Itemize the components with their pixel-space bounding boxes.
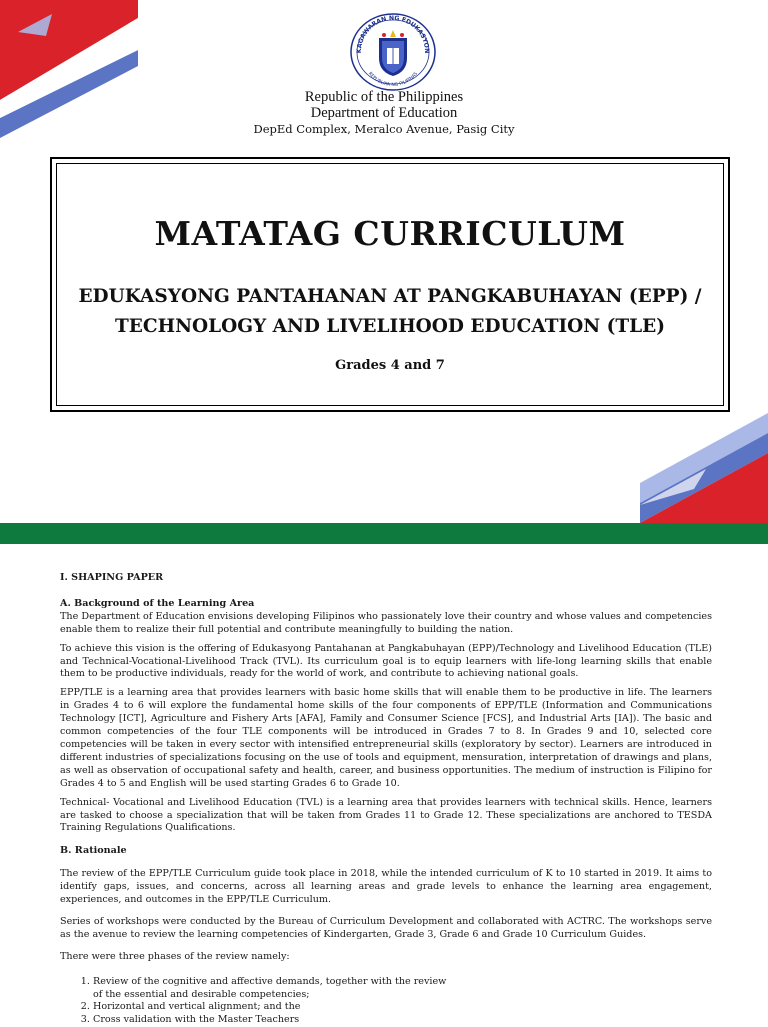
subsection-heading-a: A. Background of the Learning Area bbox=[60, 597, 255, 609]
header-republic: Republic of the Philippines bbox=[304, 89, 464, 105]
title-box-inner-border bbox=[56, 163, 724, 406]
subtitle-line-2: TECHNOLOGY AND LIVELIHOOD EDUCATION (TLE) bbox=[115, 316, 665, 337]
section-heading: I. SHAPING PAPER bbox=[60, 572, 164, 583]
grades-label: Grades 4 and 7 bbox=[335, 358, 445, 373]
paragraph: The review of the EPP/TLE Curriculum guide took place in 2018, while the intended curriculum of K to 10 started in 2019. It aims to identify gaps, issues, and concerns, across all learning areas and grade levels to enhance the learning area engagement, experiences, and outcomes in the EPP/TLE Curriculum. bbox=[60, 868, 712, 906]
list-item: 2. Horizontal and vertical alignment; and the bbox=[93, 1001, 712, 1014]
paragraph: EPP/TLE is a learning area that provides learners with basic home skills that will enable them to be productive in life. The learners in Grades 4 to 6 will explore the fundamental home skills of the four components of EPP/TLE (Information and Communications Technology [ICT], Agriculture and Fishery Arts [AFA], Family and Consumer Science [FCS], and Industrial Arts [IA]). The basic and common competencies of the four TLE components will be introduced in Grades 7 to 8. In Grades 9 and 10, selected core competencies will be taken in every sector with intensified entrepreneurial skills (exploratory by sector). Learners are introduced in different industries of specializations focusing on the use of tools and equipment, mensuration, interpretation of drawings and plans, as well as observation of occupational safety and health, career, and business opportunities. The medium of instruction is Filipino for Grades 4 to 5 and English will be used starting Grades 6 to Grade 10. bbox=[60, 687, 712, 789]
seal-bottom-text: REPUBLIKA NG PILIPINAS bbox=[366, 71, 420, 89]
paragraph: To achieve this vision is the offering of Edukasyong Pantahanan at Pangkabuhayan (EPP)/Technology and Livelihood Education (TLE) and Technical-Vocational-Livelihood Track (TVL). Its curriculum goal is to equip learners with life-long learning skills that enable them to be productive individuals, ready for the world of work, and contribute to achieving national goals. bbox=[60, 642, 712, 680]
green-band-divider bbox=[0, 523, 768, 544]
paragraph: The Department of Education envisions developing Filipinos who passionately love their country and whose values and competencies enable them to realize their full potential and contribute meaningfully to building the nation. bbox=[60, 610, 712, 635]
list-item: 3. Cross validation with the Master Teachers bbox=[93, 1014, 712, 1027]
deped-seal-logo bbox=[349, 12, 437, 92]
document-body bbox=[60, 572, 712, 1027]
paragraph: Technical- Vocational and Livelihood Education (TVL) is a learning area that provides learners with technical skills. Hence, learners are tasked to choose a specialization that will be taken from Grades 11 to Grade 12. These specializations are anchored to TESDA Training Regulations Qualifications. bbox=[60, 796, 712, 834]
subtitle-line-1: EDUKASYONG PANTAHANAN AT PANGKABUHAYAN (EPP) / bbox=[78, 286, 702, 307]
header-department: Department of Education bbox=[310, 105, 458, 121]
paragraph: Series of workshops were conducted by the Bureau of Curriculum Development and collaborated with ACTRC. The workshops serve as the avenue to review the learning competencies of Kindergarten, Grade 3, Grade 6 and Grade 10 Curriculum Guides. bbox=[60, 915, 712, 940]
phases-list bbox=[60, 976, 712, 1027]
list-item: 1. Review of the cognitive and affective demands, together with the review of the essential and desirable competencies; bbox=[93, 976, 453, 1002]
header-address: DepEd Complex, Meralco Avenue, Pasig City bbox=[253, 122, 515, 136]
subsection-heading-b: B. Rationale bbox=[60, 845, 127, 857]
paragraph: There were three phases of the review namely: bbox=[60, 950, 290, 962]
title-box bbox=[50, 157, 730, 412]
seal-top-text: KAGAWARAN NG EDUKASYON bbox=[355, 14, 431, 54]
document-title: MATATAG CURRICULUM bbox=[154, 214, 626, 253]
